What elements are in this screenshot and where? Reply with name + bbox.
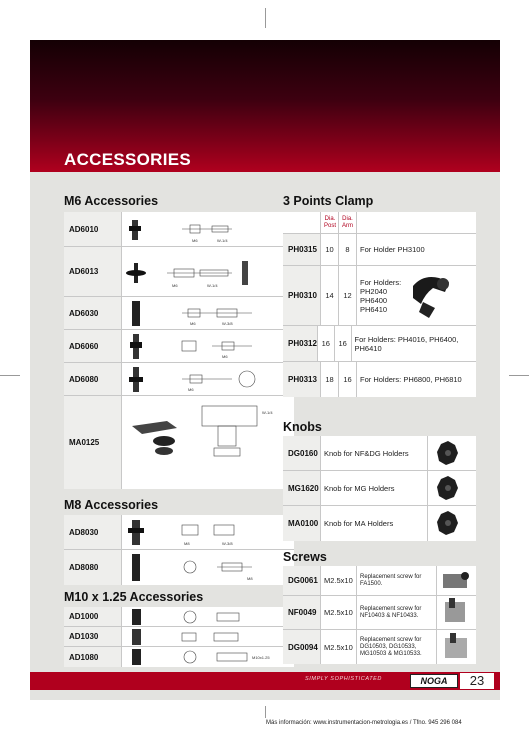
- screws-section-title: Screws: [283, 550, 327, 564]
- table-row: [283, 506, 476, 541]
- stud-drawing: [122, 212, 292, 247]
- adapter-drawing: [122, 515, 292, 550]
- knob-image: [428, 506, 468, 541]
- product-code: PH0312: [288, 339, 317, 348]
- table-row: [283, 266, 476, 326]
- product-code: AD6080: [69, 374, 99, 384]
- table-row: [64, 627, 294, 647]
- table-row: [64, 607, 294, 627]
- table-row: [64, 515, 294, 550]
- post-diameter: 16: [318, 326, 335, 361]
- product-image: [122, 247, 292, 296]
- product-image: [122, 363, 292, 395]
- product-code: MG1620: [288, 483, 319, 493]
- product-code: MA0125: [69, 438, 100, 447]
- knobs-section-title: Knobs: [283, 420, 322, 434]
- product-image: [122, 607, 292, 626]
- svg-text:M6: M6: [190, 321, 196, 326]
- product-description: Knob for MA Holders: [321, 506, 428, 541]
- spindle-drawing: [122, 247, 292, 297]
- screw-image: [437, 596, 475, 630]
- m6-section-title: M6 Accessories: [64, 194, 159, 208]
- product-image: [122, 297, 292, 329]
- post-diameter: 18: [321, 362, 339, 397]
- m10-table: [64, 607, 294, 667]
- arm-diameter: 12: [339, 266, 357, 325]
- product-code: AD6010: [69, 224, 99, 234]
- clamp-image: [405, 268, 465, 323]
- table-row: [283, 362, 476, 397]
- product-image: [122, 550, 292, 585]
- product-code: AD1080: [69, 652, 99, 662]
- product-code: AD6060: [69, 341, 99, 351]
- screw-image: [437, 630, 475, 664]
- product-code: PH0313: [288, 375, 317, 384]
- table-row: [64, 297, 294, 330]
- product-code: MA0100: [288, 519, 319, 528]
- more-info-text: Más información: www.instrumentacion-metrologia.es / Tfno. 945 296 084: [266, 720, 462, 726]
- svg-text:M10x1.25: M10x1.25: [252, 655, 270, 660]
- table-row: [283, 471, 476, 506]
- product-description: For Holders: PH6800, PH6810: [360, 375, 462, 384]
- product-image: [122, 515, 292, 549]
- m8-section-title: M8 Accessories: [64, 498, 159, 512]
- product-description: For Holder PH3100: [360, 245, 425, 254]
- table-row: [64, 363, 294, 396]
- page-number: 23: [460, 673, 494, 689]
- table-row: [283, 234, 476, 266]
- svg-text:M6: M6: [192, 238, 198, 243]
- knob-image: [428, 471, 468, 506]
- product-image: [122, 627, 292, 646]
- table-row: [64, 647, 294, 667]
- clamp-section-title: 3 Points Clamp: [283, 194, 374, 208]
- screws-table: [283, 566, 476, 664]
- product-code: AD8030: [69, 527, 99, 537]
- knobs-table: [283, 436, 476, 541]
- svg-text:M8: M8: [184, 541, 190, 546]
- product-code: AD6030: [69, 308, 99, 318]
- product-code: DG0061: [288, 576, 318, 585]
- table-row: [283, 596, 476, 630]
- post-diameter: 10: [321, 234, 339, 265]
- adapter-drawing: [122, 297, 292, 330]
- table-header-row: [283, 212, 476, 234]
- knob-image: [428, 436, 468, 471]
- product-code: AD6013: [69, 267, 99, 276]
- svg-text:W-1/4: W-1/4: [262, 410, 273, 415]
- svg-text:W-3/8: W-3/8: [222, 541, 233, 546]
- svg-text:M8: M8: [247, 576, 253, 581]
- screw-size: M2.5x10: [321, 596, 357, 629]
- product-code: NF0049: [288, 608, 317, 617]
- svg-text:W-3/8: W-3/8: [222, 321, 233, 326]
- crop-mark: [0, 375, 20, 376]
- adapter-drawing: [122, 330, 292, 363]
- crop-mark: [509, 375, 529, 376]
- adapter-drawing: [122, 607, 292, 627]
- arm-diameter: 8: [339, 234, 357, 265]
- product-code: DG0160: [288, 448, 318, 458]
- table-row: [64, 550, 294, 585]
- page-title: ACCESSORIES: [64, 150, 192, 169]
- clamp-table: [283, 212, 476, 397]
- table-row: [64, 247, 294, 297]
- product-description: Replacement screw for NF10403 & NF10433.: [357, 596, 437, 629]
- product-code: AD1000: [69, 612, 99, 621]
- product-description: Replacement screw for FA1500.: [357, 566, 437, 595]
- table-row: [283, 630, 476, 664]
- product-description: For Holders: PH2040 PH6400 PH6410: [360, 277, 402, 314]
- m6-table: [64, 212, 294, 489]
- col-header-post: Dia. Post: [321, 212, 339, 233]
- product-image: [122, 396, 292, 489]
- adapter-drawing: [122, 627, 292, 647]
- screw-size: M2.5x10: [321, 630, 357, 664]
- svg-text:M6: M6: [188, 387, 194, 392]
- m10-section-title: M10 x 1.25 Accessories: [64, 590, 204, 604]
- catalog-sheet: [30, 40, 500, 700]
- adapter-drawing: [122, 363, 292, 396]
- product-description: Knob for NF&DG Holders: [321, 436, 428, 470]
- table-row: [283, 436, 476, 471]
- table-row: [64, 212, 294, 247]
- svg-text:W-1/4: W-1/4: [217, 238, 228, 243]
- table-row: [64, 330, 294, 363]
- crop-mark: [265, 706, 266, 718]
- adapter-drawing: [122, 647, 292, 667]
- screw-size: M2.5x10: [321, 566, 357, 595]
- svg-text:M6: M6: [222, 354, 228, 359]
- product-code: AD1030: [69, 632, 99, 641]
- table-row: [283, 326, 476, 362]
- m8-table: [64, 515, 294, 585]
- tagline: SIMPLY SOPHISTICATED: [305, 676, 383, 682]
- arm-diameter: 16: [335, 326, 352, 361]
- screw-image: [437, 566, 475, 596]
- svg-text:M6: M6: [172, 283, 178, 288]
- footer-band: [30, 672, 500, 690]
- noga-logo: NOGA: [410, 674, 458, 688]
- table-row: [64, 396, 294, 489]
- product-code: DG0094: [288, 642, 318, 652]
- clamp-lever-drawing: [122, 396, 292, 489]
- post-diameter: 14: [321, 266, 339, 325]
- product-image: [122, 212, 292, 246]
- product-code: PH0315: [288, 245, 317, 254]
- product-code: AD8080: [69, 563, 99, 572]
- col-header-arm: Dia. Arm: [339, 212, 357, 233]
- crop-mark: [265, 8, 266, 28]
- svg-text:W-1/4: W-1/4: [207, 283, 218, 288]
- adapter-drawing: [122, 550, 292, 585]
- product-description: Replacement screw for DG10503, DG10533, MG10503 & MG10533.: [357, 630, 437, 664]
- arm-diameter: 16: [339, 362, 357, 397]
- product-description: For Holders: PH4016, PH6400, PH6410: [354, 334, 459, 353]
- table-row: [283, 566, 476, 596]
- product-code: PH0310: [288, 291, 317, 300]
- product-image: [122, 330, 292, 362]
- product-description: Knob for MG Holders: [321, 471, 428, 505]
- product-image: [122, 647, 292, 667]
